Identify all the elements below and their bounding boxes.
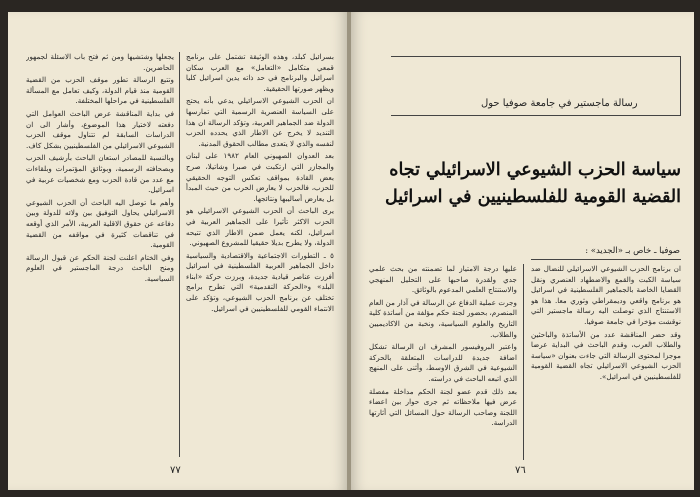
paragraph: وجرت عملية الدفاع عن الرسالة في آذار من العام المنصرم، بحضور لجنة حكم مؤلفة من أساتذة كلية التاريخ والعلوم السياسية، ونخبة من الاكاديميين والطلاب. — [369, 297, 517, 339]
paragraph: يرى الباحث أن الحزب الشيوعي الاسرائيلي هو الحزب الاكثر تأثيرا على الجماهير العربية في اسرائيل، لكنه يعمل ضمن الاطار الذي تتيحه الدولة، ولا يطرح بديلا حقيقيا للمشروع الصهيوني. — [186, 206, 334, 248]
column-divider — [523, 264, 524, 460]
right-page-column-right — [531, 264, 681, 464]
paragraph: وأهم ما توصل اليه الباحث أن الحزب الشيوعي الاسرائيلي يحاول التوفيق بين ولائه للدولة وبين دفاعه عن حقوق الاقلية العربية، الأمر الذي أوقعه في تناقضات كثيرة في مواقفه من القضية القومية. — [26, 197, 174, 250]
paragraph: يجعلها وشتشيها ومن ثم فتح باب الاسئلة لجمهور الحاضرين. — [26, 52, 174, 72]
byline: صوفيا ـ خاص بـ «الجديد» : — [585, 246, 680, 256]
article-headline — [363, 157, 681, 211]
paragraph: وقد حضر المناقشة عدد من الأساتذة والباحثين والطلاب العرب، وقدم الباحث في البداية عرضا موجزا لمحتوى الرسالة التي جاءت بعنوان «سياسة الحزب الشيوعي الاسرائيلي تجاه القضية القومية للفلسطينيين في اسرائيل». — [531, 329, 681, 381]
kicker-rule-top — [391, 56, 681, 57]
paragraph: ان برنامج الحزب الشيوعي الاسرائيلي للنضال ضد سياسة الكبت والقمع والاضطهاد العنصري ونقل القضايا الخاصة بالجماهير الفلسطينية في اسرائيل هو برنامج واقعي وديمقراطي وثوري معا. هذا هو الاستنتاج الذي توصلت اليه رسالة ماجستير التي نوقشت مؤخرا في جامعة صوفيا. — [531, 264, 681, 326]
paragraph: وفي الختام اعلنت لجنة الحكم عن قبول الرسالة ومنح الباحث درجة الماجستير في العلوم السياسية. — [26, 252, 174, 283]
right-page-column-left — [369, 264, 517, 464]
paragraph: وبالنسبة للمصادر استعان الباحث بأرشيف الحزب وبصحافته الرسمية، وبوثائق المؤتمرات وبلقاءات مع عدد من قادة الحزب ومع شخصيات عربية في اسرائيل. — [26, 153, 174, 195]
paragraph: ان الحزب الشيوعي الاسرائيلي يدعي بأنه يحتج على السياسة العنصرية الرسمية التي تمارسها الدولة ضد الجماهير العربية، وتؤكد الرسالة ان هذا التنديد لا يخرج عن الاطار الذي يحدده الحزب لنفسه والذي لا يتعدى مطالب الحقوق المدنية. — [186, 96, 334, 148]
page-number: ٧٦ — [515, 465, 526, 476]
paragraph: بعد العدوان الصهيوني العام ١٩٨٢ على لبنان والمجازر التي ارتكبت في صبرا وشاتيلا، صرح بعض القادة بمواقف تعكس التوجه الحقيقي للحزب، فالحزب لا يعارض الحرب من حيث المبدأ بل يعارض أساليبها ونتائجها. — [186, 151, 334, 203]
right-page — [351, 12, 694, 490]
paragraph: وتتبع الرسالة تطور موقف الحزب من القضية القومية منذ قيام الدولة، وكيف تعامل مع المسألة الفلسطينية في مراحلها المختلفة. — [26, 75, 174, 106]
left-page — [8, 12, 347, 490]
article-kicker: رسالة ماجستير في جامعة صوفيا حول — [481, 98, 638, 109]
headline-line-1: سياسة الحزب الشيوعي الاسرائيلي تجاه — [389, 160, 681, 180]
left-page-column-left — [26, 52, 174, 460]
headline-line-2: القضية القومية للفلسطينيين في اسرائيل — [385, 187, 681, 207]
kicker-rule-right — [680, 56, 681, 115]
byline-rule — [531, 259, 681, 260]
paragraph: واعتبر البروفيسور المشرف ان الرسالة تشكل اضافة جديدة للدراسات المتعلقة بالحركة الشيوعية في الشرق الاوسط، وأثنى على المنهج الذي اتبعه الباحث في دراسته. — [369, 342, 517, 383]
column-divider — [179, 52, 180, 457]
paragraph: بعد ذلك قدم عضو لجنة الحكم مداخلة مفصلة عرض فيها ملاحظاته ثم جرى حوار بين اعضاء اللجنة وصاحب الرسالة حول المسائل التي أثارتها الدراسة. — [369, 386, 517, 428]
kicker-rule-bottom — [391, 115, 681, 116]
paragraph: بسرائيل كبلد، وهذه الوثيقة تشتمل على برنامج قمعي متكامل «التعامل» مع العرب سكان اسرائيل والبرنامج في حد ذاته يدين اسرائيل كليا ويظهر صورتها الحقيقية. — [186, 52, 334, 93]
paragraph: عليها درجة الامتياز لما تضمنته من بحث علمي جدي ولقدرة صاحبها على التحليل المنهجي والاستنتاج العلمي المدعوم بالوثائق. — [369, 264, 517, 295]
left-page-column-right — [186, 52, 334, 460]
page-number: ٧٧ — [170, 465, 181, 476]
paragraph: في بداية المناقشة عرض الباحث العوامل التي دفعته لاختيار هذا الموضوع، وأشار الى ان الدراسات السابقة لم تتناول موقف الحزب الشيوعي الاسرائيلي من الفلسطينيين بشكل كاف. — [26, 108, 174, 150]
paragraph: ٥ ـ التطورات الاجتماعية والاقتصادية والسياسية داخل الجماهير العربية الفلسطينية في اسرائيل أفرزت عناصر قيادية جديدة، وبرزت حركة «ابناء البلد» و«الحركة التقدمية» التي تطرح برامج تختلف عن برنامج الحزب الشيوعي، وتؤكد على الانتماء القومي للفلسطينيين في اسرائيل. — [186, 250, 334, 313]
